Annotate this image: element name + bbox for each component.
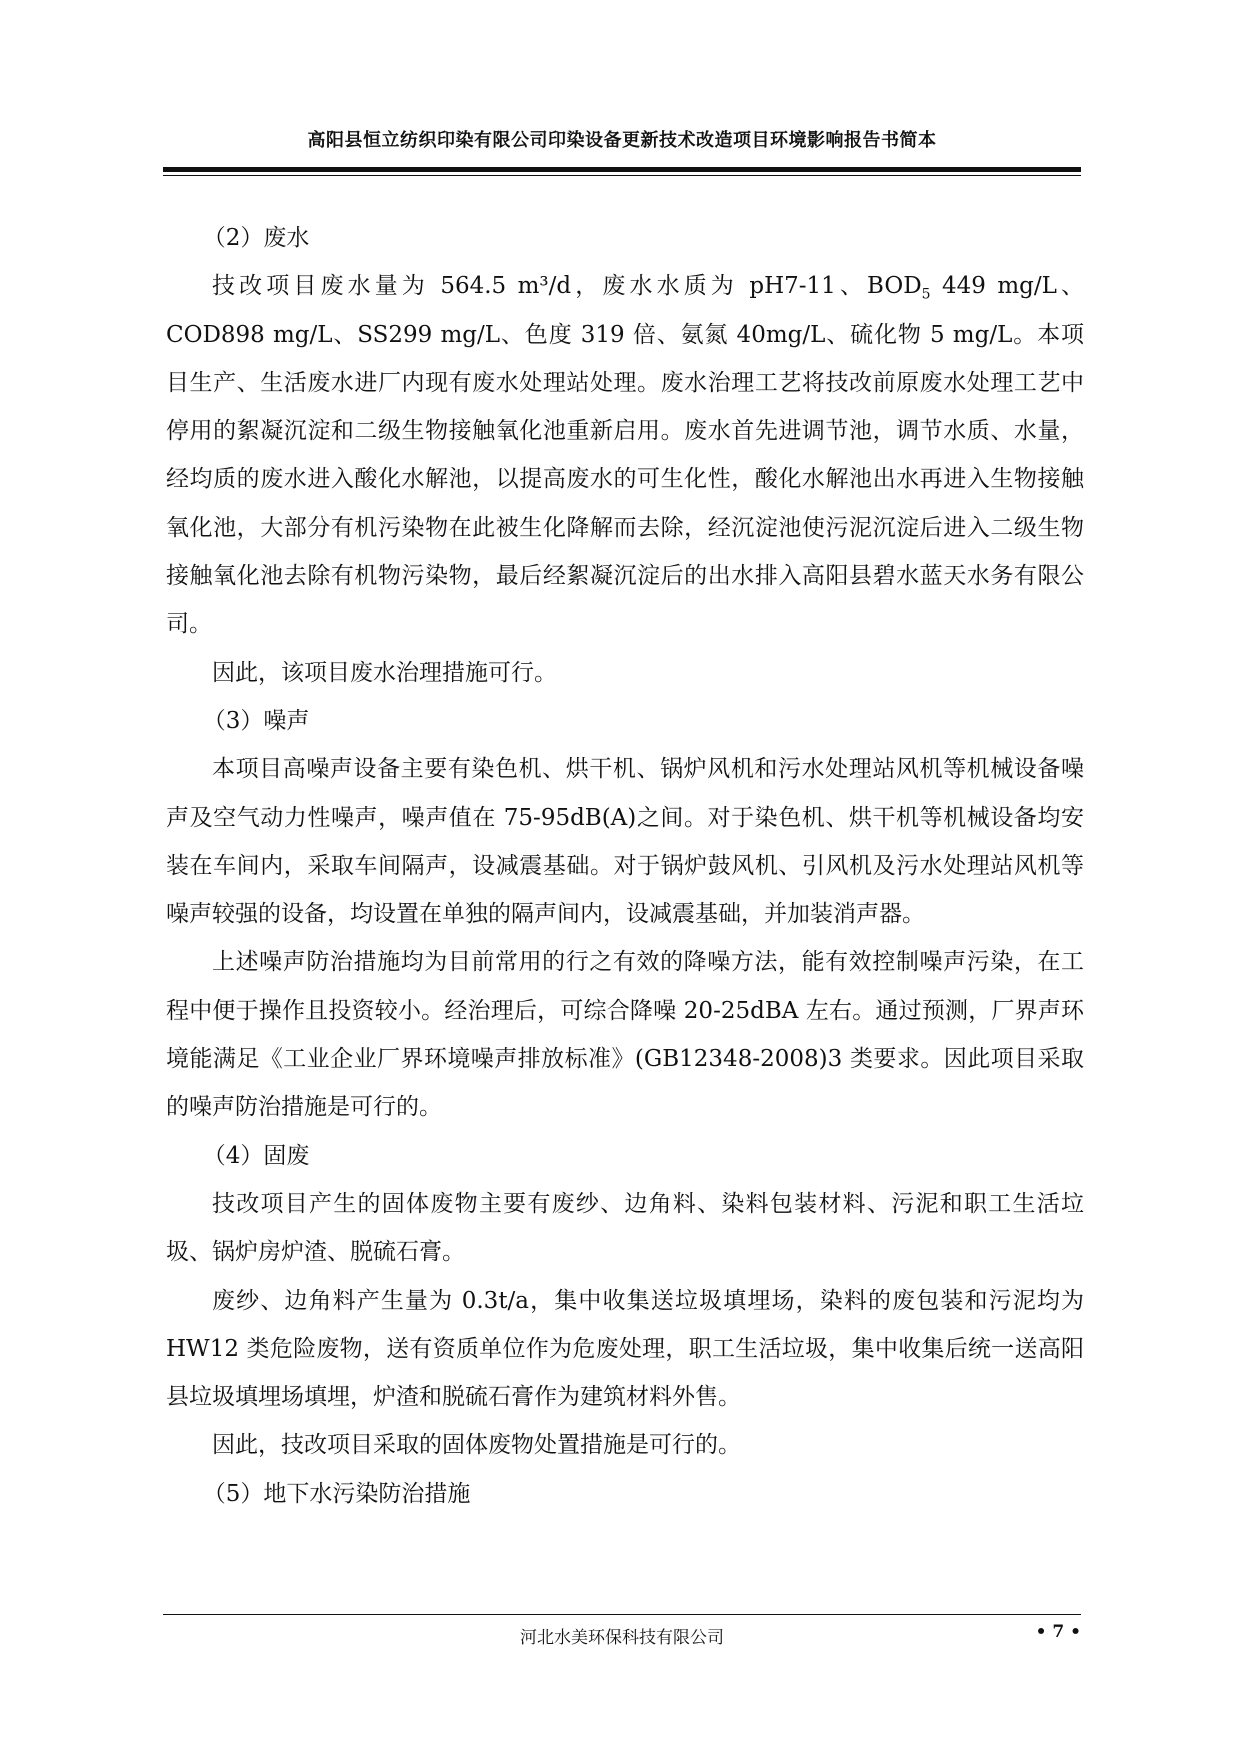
paragraph-solid-waste-types: 技改项目产生的固体废物主要有废纱、边角料、染料包装材料、污泥和职工生活垃圾、锅炉房炉渣、脱硫石膏。 <box>166 1190 1084 1266</box>
section-heading-noise: （3）噪声 <box>202 707 310 734</box>
footer-company-name: 河北水美环保科技有限公司 <box>520 1628 724 1648</box>
paragraph-noise-sources: 本项目高噪声设备主要有染色机、烘干机、锅炉风机和污水处理站风机等机械设备噪声及空气动力性噪声，噪声值在 75-95dB(A)之间。对于染色机、烘干机等机械设备均安装在车间内，采取车间隔声，设减震基础。对于锅炉鼓风机、引风机及污水处理站风机等噪声较强的设备，均设置在单独的隔声间内，设减震基础，并加装消声器。 <box>166 756 1084 928</box>
header-divider-thin <box>163 175 1081 176</box>
paragraph-solid-waste-conclusion: 因此，技改项目采取的固体废物处置措施是可行的。 <box>212 1432 741 1459</box>
paragraph-wastewater-text-b: 449 mg/L、COD898 mg/L、SS299 mg/L、色度 319 倍、氨氮 40mg/L、硫化物 5 mg/L。本项目生产、生活废水进厂内现有废水处理站处理。废水治理工艺将技改前原废水处理工艺中停用的絮凝沉淀和二级生物接触氧化池重新启用。废水首先进调节池，调节水质、水量，经均质的废水进入酸化水解池，以提高废水的可生化性，酸化水解池出水再进入生物接触氧化池，大部分有机污染物在此被生化降解而去除，经沉淀池使污泥沉淀后进入二级生物接触氧化池去除有机物污染物，最后经絮凝沉淀后的出水排入高阳县碧水蓝天水务有限公司。 <box>166 273 1084 638</box>
section-heading-solid-waste: （4）固废 <box>202 1142 310 1169</box>
paragraph-wastewater-text-a: 技改项目废水量为 564.5 m³/d，废水水质为 pH7-11、BOD <box>212 273 922 300</box>
paragraph-solid-waste-disposal: 废纱、边角料产生量为 0.3t/a，集中收集送垃圾填埋场，染料的废包装和污泥均为 HW12 类危险废物，送有资质单位作为危废处理，职工生活垃圾，集中收集后统一送高阳县垃圾填埋场填埋，炉渣和脱硫石膏作为建筑材料外售。 <box>166 1287 1084 1411</box>
paragraph-wastewater-conclusion: 因此，该项目废水治理措施可行。 <box>212 659 557 686</box>
page-number: • 7 • <box>1035 1622 1081 1642</box>
paragraph-wastewater-quality <box>166 262 1084 648</box>
page-header-title: 高阳县恒立纺织印染有限公司印染设备更新技术改造项目环境影响报告书简本 <box>307 130 937 151</box>
paragraph-noise-conclusion: 上述噪声防治措施均为目前常用的行之有效的降噪方法，能有效控制噪声污染，在工程中便于操作且投资较小。经治理后，可综合降噪 20-25dBA 左右。通过预测，厂界声环境能满足《工业企业厂界环境噪声排放标准》(GB12348-2008)3 类要求。因此项目采取的噪声防治措施是可行的。 <box>166 949 1084 1121</box>
document-body <box>166 214 1084 1518</box>
footer-divider <box>163 1614 1081 1615</box>
bod-subscript: 5 <box>921 286 931 303</box>
header-divider-thick <box>163 167 1081 172</box>
section-heading-groundwater: （5）地下水污染防治措施 <box>202 1480 471 1507</box>
section-heading-wastewater: （2）废水 <box>202 225 310 251</box>
